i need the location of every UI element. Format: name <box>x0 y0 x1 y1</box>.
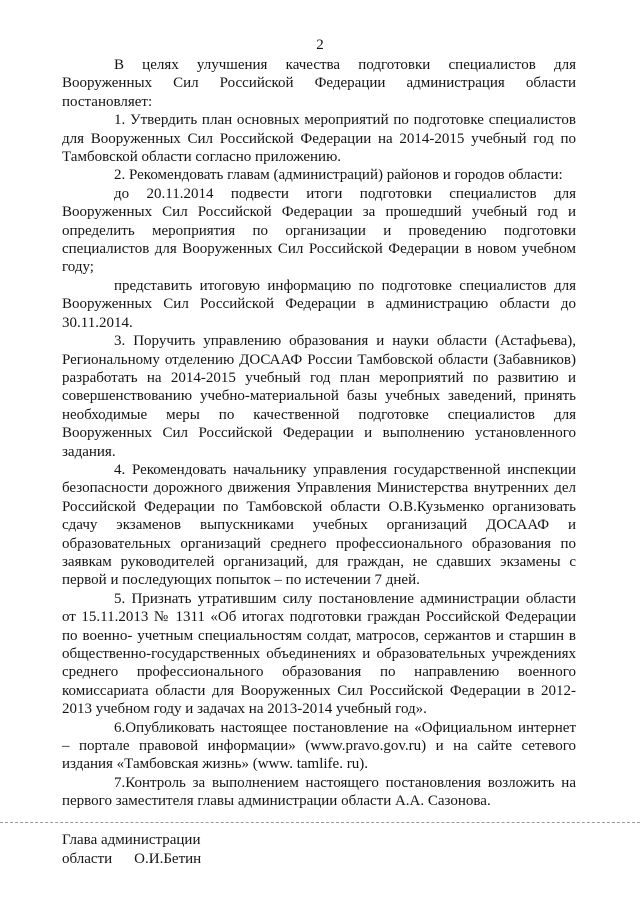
signature-title-line2-row <box>62 850 201 869</box>
page-number: 2 <box>316 37 324 53</box>
paragraph-item-1: 1. Утвердить план основных мероприятий по подготовке специалистов для Вооруженных Сил Российской Федерации на 2014-2015 учебный год по Тамбовской области согласно приложению. <box>62 112 576 166</box>
paragraph-preamble: В целях улучшения качества подготовки специалистов для Вооруженных Сил Российской Федерации администрация области постановляет: <box>62 57 576 110</box>
paragraph-item-2-deadline: до 20.11.2014 подвести итоги подготовки специалистов для Вооруженных Сил Российской Федерации за прошедший учебный год и определить мероприятия по организации и проведению подготовки специалистов для Вооруженных Сил Российской Федерации в новом учебном году; <box>62 185 576 276</box>
signature-title-line2: области <box>62 851 113 867</box>
signature-block <box>62 831 201 869</box>
document-body <box>62 56 576 811</box>
paragraph-item-3: 3. Поручить управлению образования и науки области (Астафьева), Региональному отделению ДОСААФ России Тамбовской области (Забавников) разработать на 2014-2015 учебный год план мероприятий по развитию и совершенствованию учебно-материальной базы учебных заведений, принять необходимые меры по качественной подготовке специалистов для Вооруженных Сил Российской Федерации и выполнению установленного задания. <box>62 333 576 460</box>
signature-title-line1: Глава администрации <box>62 832 201 848</box>
signature-name: О.И.Бетин <box>134 851 202 867</box>
paragraph-item-2: 2. Рекомендовать главам (администраций) районов и городов области: <box>114 167 563 184</box>
paragraph-item-7: 7.Контроль за выполнением настоящего постановления возложить на первого заместителя главы администрации области А.А. Сазонова. <box>62 774 576 810</box>
paragraph-item-2-report: представить итоговую информацию по подготовке специалистов для Вооруженных Сил Российской Федерации в администрацию области до 30.11.2014. <box>62 277 576 331</box>
paragraph-item-6: 6.Опубликовать настоящее постановление на «Официальном интернет – портале правовой информации» (www.pravo.gov.ru) и на сайте сетевого издания «Тамбовская жизнь» (www. tamlife. ru). <box>62 719 576 773</box>
page-divider <box>0 822 640 823</box>
paragraph-item-4: 4. Рекомендовать начальнику управления государственной инспекции безопасности дорожного движения Управления Министерства внутренних дел Российской Федерации по Тамбовской области О.В.Кузьменко организовать сдачу экзаменов выпускниками учебных организаций ДОСААФ и образовательных организаций среднего профессионального образования по заявкам руководителей организаций, для граждан, не сдавших экзамены с первой и последующих попыток – по истечении 7 дней. <box>62 461 576 589</box>
paragraph-item-5: 5. Признать утратившим силу постановление администрации области от 15.11.2013 № 1311 «Об итогах подготовки граждан Российской Федерации по военно- учетным специальностям солдат, матросов, сержантов и старшин в общественно-государственных объединениях и образовательных учреждениях среднего профессионального образования по направлению военного комиссариата области для Вооруженных Сил Российской Федерации в 2012-2013 учебном году и задачах на 2013-2014 учебный год». <box>62 590 576 718</box>
